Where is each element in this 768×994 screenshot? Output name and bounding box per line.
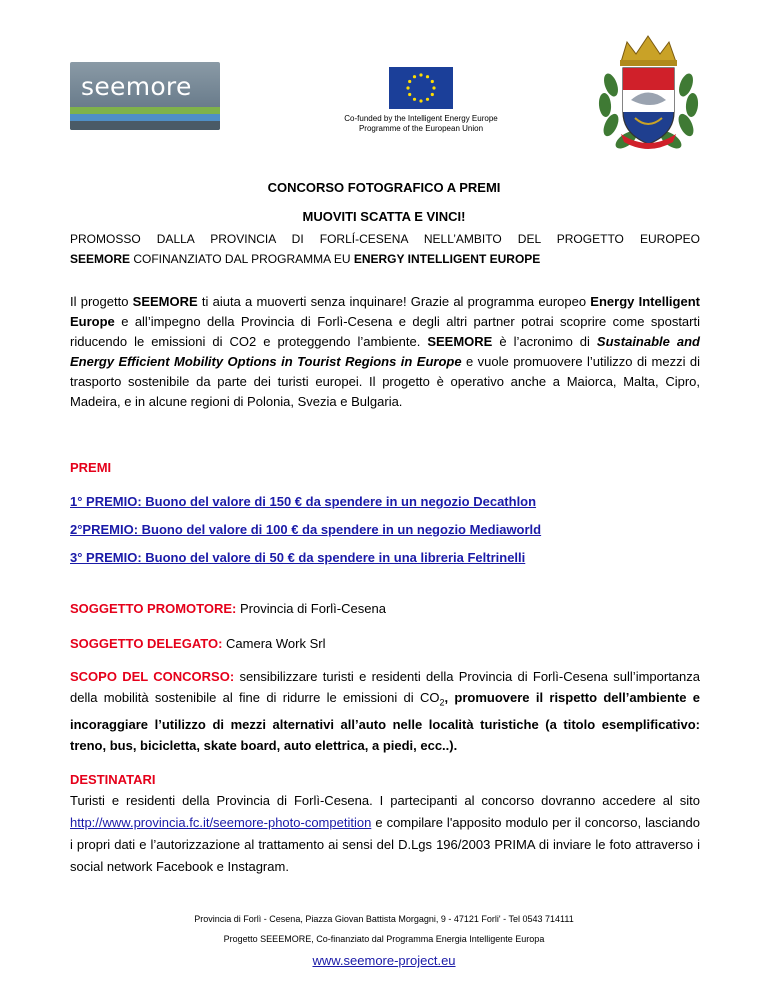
eu-funding-caption: Co-funded by the Intelligent Energy Europe Programme of the European Union [344, 114, 498, 133]
page-subtitle: MUOVITI SCATTA E VINCI! [302, 209, 466, 224]
prize-2-link[interactable]: 2°PREMIO: Buono del valore di 100 € da spendere in un negozio Mediaworld [70, 522, 542, 537]
prizes-heading: PREMI [70, 460, 112, 475]
eu-flag-icon [389, 67, 453, 109]
eu-star-icon [413, 98, 416, 101]
eu-star-icon [408, 80, 411, 83]
competition-link[interactable]: http://www.provincia.fc.it/seemore-photo-competition [70, 815, 372, 830]
page-title: CONCORSO FOTOGRAFICO A PREMI [267, 180, 501, 195]
eu-star-icon [419, 73, 422, 76]
intro-paragraph: Il progetto SEEMORE ti aiuta a muoverti senza inquinare! Grazie al programma europeo Energy Intelligent Europe e all’impegno della Provincia di Forlì-Cesena e degli altri partner potrai scoprire come spostarti riducendo le emissioni di CO2 e proteggendo l’ambiente. SEEMORE è l’acronimo di Sustainable and Energy Efficient Mobility Options in Tourist Regions in Europe e vuole promuovere l’utilizzo di mezzi di trasporto sostenibile da parte dei turisti europei. Il progetto è operativo anche a Maiorca, Malta, Cipro, Madeira, e in alcune regioni di Polonia, Svezia e Bulgaria. [70, 294, 701, 409]
recipients-paragraph: Turisti e residenti della Provincia di Forlì-Cesena. I partecipanti al concorso dovranno accedere al sito http://www.provincia.fc.it/seemore-photo-competition e compilare l'apposito modulo per il concorso, lasciando i propri dati e l’autorizzazione al trattamento ai sensi del D.Lgs 196/2003 PRIMA di inviare le foto attraverso i social network Facebook e Instagram. [70, 793, 700, 874]
prize-3-link[interactable]: 3° PREMIO: Buono del valore di 50 € da spendere in una libreria Feltrinelli [70, 550, 526, 565]
eu-star-icon [432, 86, 435, 89]
eu-star-icon [431, 93, 434, 96]
prize-1-link[interactable]: 1° PREMIO: Buono del valore di 150 € da spendere in un negozio Decathlon [70, 494, 537, 509]
footer-project: Progetto SEEEMORE, Co-finanziato dal Programma Energia Intelligente Europa [223, 934, 545, 944]
eu-star-icon [406, 86, 409, 89]
seemore-logo [70, 62, 220, 130]
seemore-logo-text: seemore [81, 72, 192, 101]
eu-star-icon [426, 75, 429, 78]
eu-star-icon [426, 98, 429, 101]
eu-star-icon [408, 93, 411, 96]
footer-website-link[interactable]: www.seemore-project.eu [312, 953, 456, 968]
eu-star-icon [431, 80, 434, 83]
eu-star-icon [419, 99, 422, 102]
promoter-line: SOGGETTO PROMOTORE: Provincia di Forlì-Cesena [70, 601, 386, 616]
footer-address: Provincia di Forlì - Cesena, Piazza Giovan Battista Morgagni, 9 - 47121 Forli' - Tel 0543 714111 [194, 914, 574, 924]
delegate-line: SOGGETTO DELEGATO: Camera Work Srl [70, 636, 326, 651]
promoted-by: PROMOSSO DALLA PROVINCIA DI FORLÍ-CESENA NELL’AMBITO DEL PROGETTO EUROPEO SEEMORE COFINANZIATO DAL PROGRAMMA EU ENERGY INTELLIGENT EUROPE [70, 232, 700, 266]
scope-paragraph: SCOPO DEL CONCORSO: sensibilizzare turisti e residenti della Provincia di Forlì-Cesena sull’importanza della mobilità sostenibile al fine di ridurre le emissioni di $CO_2$, promuovere il rispetto dell’ambiente e incoraggiare l’utilizzo di mezzi alternativi all’auto nelle località turistiche (a titolo esemplificativo: treno, bus, bicicletta, skate board, auto elettrica, a piedi, ecc..). [70, 669, 700, 753]
recipients-heading: DESTINATARI [70, 772, 156, 787]
province-crest-icon [591, 30, 706, 154]
eu-star-icon [413, 75, 416, 78]
